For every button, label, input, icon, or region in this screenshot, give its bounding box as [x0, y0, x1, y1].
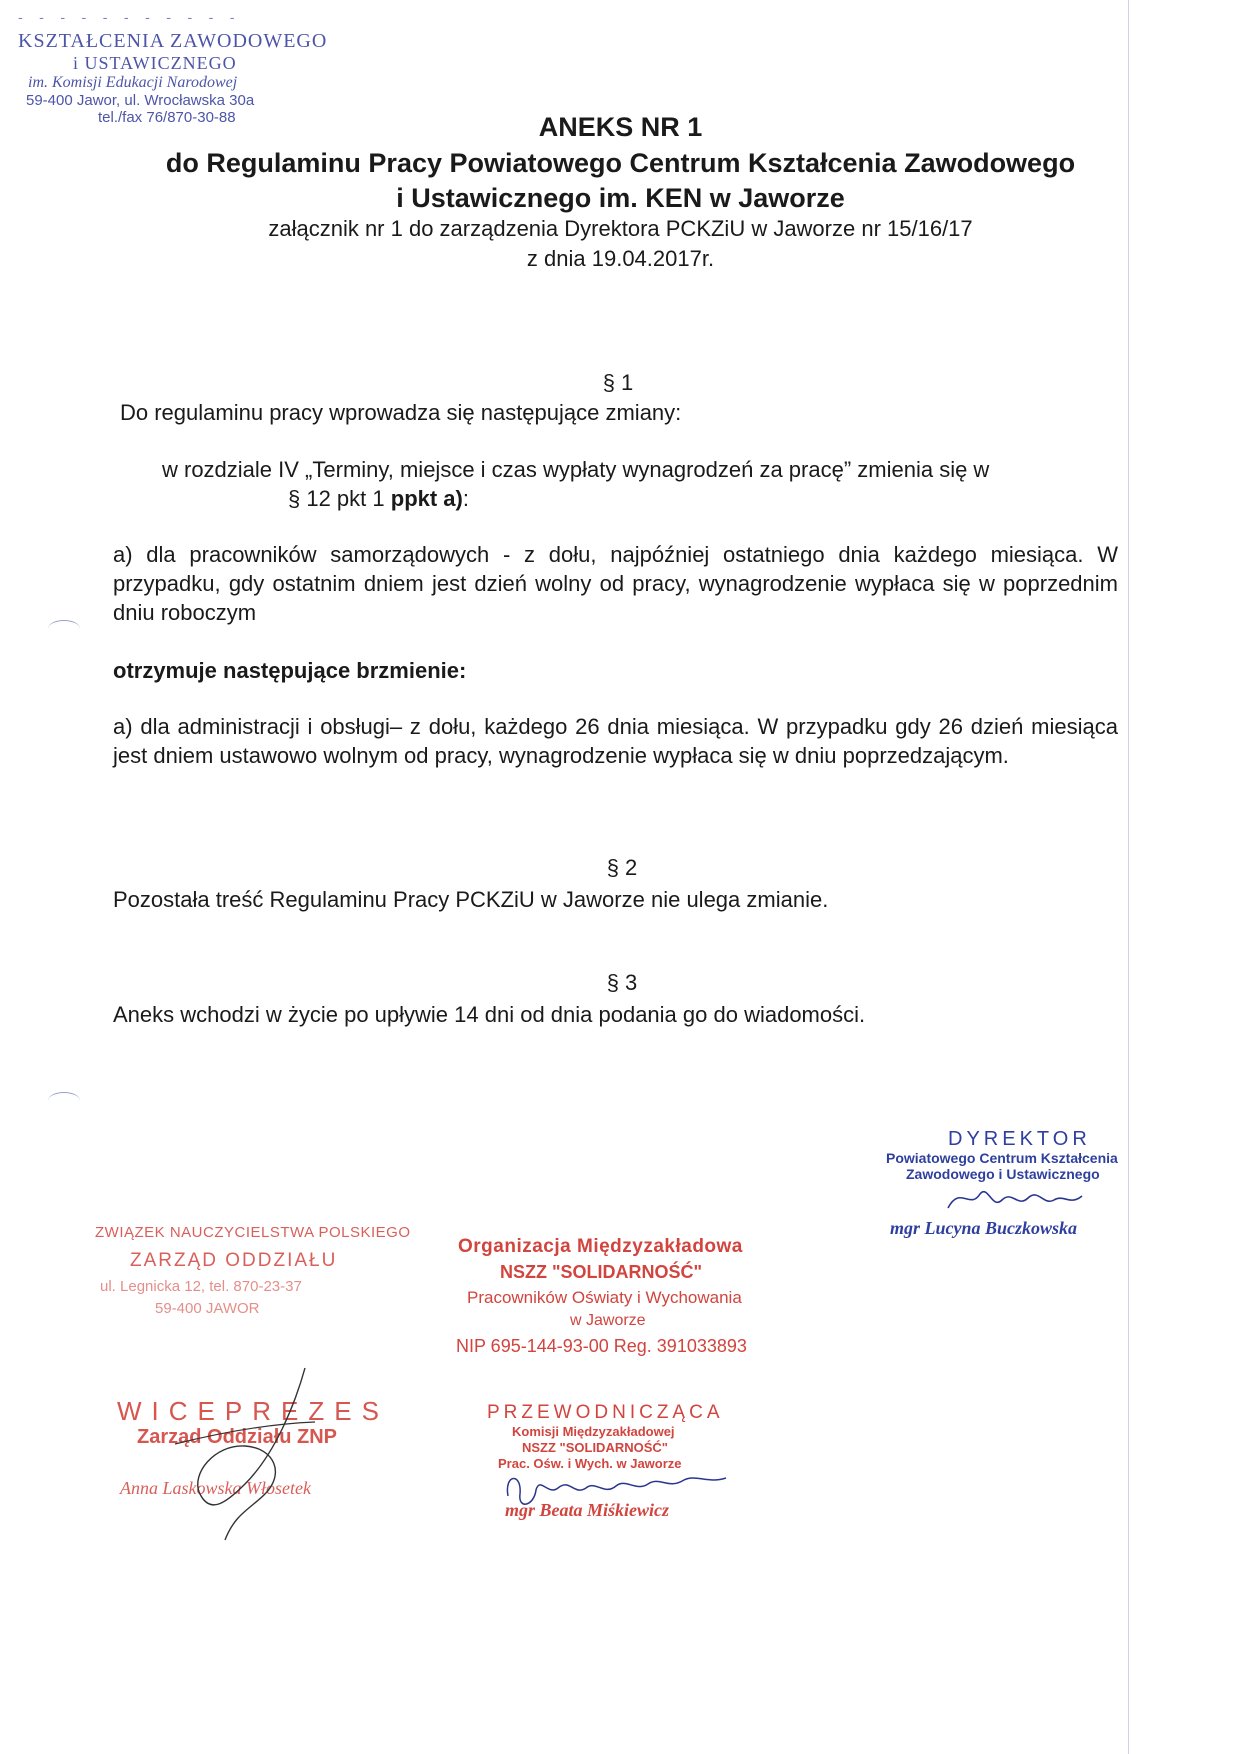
- section1-paragraph-ref: [288, 484, 469, 513]
- director-stamp: [880, 1128, 1150, 1258]
- solidarnosc-line4: w Jaworze: [570, 1312, 646, 1329]
- solidarnosc-line3: Pracowników Oświaty i Wychowania: [467, 1288, 742, 1307]
- margin-tick: [48, 620, 80, 637]
- document-date: z dnia 19.04.2017r.: [526, 246, 715, 271]
- solidarnosc-role-2: NSZZ "SOLIDARNOŚĆ": [522, 1440, 668, 1455]
- znp-line3: ul. Legnicka 12, tel. 870-23-37: [100, 1278, 302, 1295]
- solidarnosc-stamp: [450, 1230, 800, 1540]
- section1-new-text: a) dla administracji i obsługi– z dołu, każdego 26 dnia miesiąca. W przypadku gdy 26 dzień miesiąca jest dniem ustawowo wolnym od pracy, wynagrodzenie wypłaca się w dniu poprzedzającym.: [113, 714, 1118, 768]
- section1-new-label: otrzymuje następujące brzmienie:: [113, 658, 467, 683]
- znp-signature: [155, 1364, 345, 1544]
- document-title: ANEKS NR 1: [538, 112, 703, 142]
- solidarnosc-role: PRZEWODNICZĄCA: [487, 1402, 724, 1423]
- section2-text: Pozostała treść Regulaminu Pracy PCKZiU w Jaworze nie ulega zmianie.: [113, 887, 829, 912]
- solidarnosc-role-3: Prac. Ośw. i Wych. w Jaworze: [498, 1456, 682, 1471]
- solidarnosc-role-1: Komisji Międzyzakładowej: [512, 1424, 675, 1439]
- section3-heading: § 3: [606, 970, 638, 995]
- header-stamp-line1: KSZTAŁCENIA ZAWODOWEGO: [18, 30, 328, 52]
- header-stamp-line3: im. Komisji Edukacji Narodowej: [28, 74, 238, 91]
- znp-name: Anna Laskowska Włosetek: [120, 1478, 311, 1498]
- director-signature: [940, 1180, 1100, 1220]
- document-subtitle-1: do Regulaminu Pracy Powiatowego Centrum Kształcenia Zawodowego: [165, 148, 1076, 178]
- solidarnosc-line1: Organizacja Międzyzakładowa: [458, 1236, 743, 1257]
- solidarnosc-line5: NIP 695-144-93-00 Reg. 391033893: [456, 1336, 747, 1356]
- solidarnosc-name: mgr Beata Miśkiewicz: [505, 1500, 670, 1520]
- solidarnosc-line2: NSZZ "SOLIDARNOŚĆ": [500, 1262, 703, 1282]
- znp-line4: 59-400 JAWOR: [155, 1300, 260, 1317]
- director-name: mgr Lucyna Buczkowska: [890, 1218, 1078, 1238]
- section1-ref-bold: ppkt a): [390, 486, 463, 511]
- header-stamp-line2: i USTAWICZNEGO: [73, 53, 237, 73]
- section2-heading: § 2: [606, 855, 638, 880]
- section1-old-text: a) dla pracowników samorządowych - z dołu, najpóźniej ostatniego dnia każdego miesiąca. W przypadku, gdy ostatnim dniem jest dzień wolny od pracy, wynagrodzenie wypłaca się w poprzednim dniu roboczym: [113, 542, 1118, 625]
- director-role: DYREKTOR: [948, 1128, 1091, 1150]
- section1-chapter-line: w rozdziale IV „Terminy, miejsce i czas wypłaty wynagrodzeń za pracę” zmienia się w: [162, 457, 990, 482]
- znp-stamp: [95, 1224, 411, 1544]
- znp-role-sub: Zarząd Oddziału ZNP: [137, 1426, 338, 1448]
- director-line1: Powiatowego Centrum Kształcenia: [886, 1150, 1118, 1166]
- margin-tick: [48, 1092, 80, 1109]
- document-attachment-note: załącznik nr 1 do zarządzenia Dyrektora PCKZiU w Jaworze nr 15/16/17: [268, 216, 973, 241]
- section1-heading: § 1: [602, 370, 634, 395]
- header-stamp-phone: tel./fax 76/870-30-88: [98, 109, 236, 126]
- znp-role: WICEPREZES: [117, 1396, 389, 1426]
- section1-ref-prefix: § 12 pkt 1: [288, 486, 391, 511]
- section1-intro: Do regulaminu pracy wprowadza się następujące zmiany:: [120, 400, 682, 425]
- znp-line2: ZARZĄD ODDZIAŁU: [130, 1250, 338, 1271]
- director-line2: Zawodowego i Ustawicznego: [906, 1166, 1100, 1182]
- header-stamp-address: 59-400 Jawor, ul. Wrocławska 30a: [26, 92, 255, 109]
- header-stamp-dots: - - - - - - - - - - -: [18, 10, 241, 26]
- document-subtitle-2: i Ustawicznego im. KEN w Jaworze: [396, 183, 845, 213]
- section1-ref-suffix: :: [462, 486, 469, 511]
- header-stamp: [18, 10, 348, 126]
- section3-text: Aneks wchodzi w życie po upływie 14 dni od dnia podania go do wiadomości.: [113, 1002, 866, 1027]
- znp-line1: ZWIĄZEK NAUCZYCIELSTWA POLSKIEGO: [95, 1224, 411, 1241]
